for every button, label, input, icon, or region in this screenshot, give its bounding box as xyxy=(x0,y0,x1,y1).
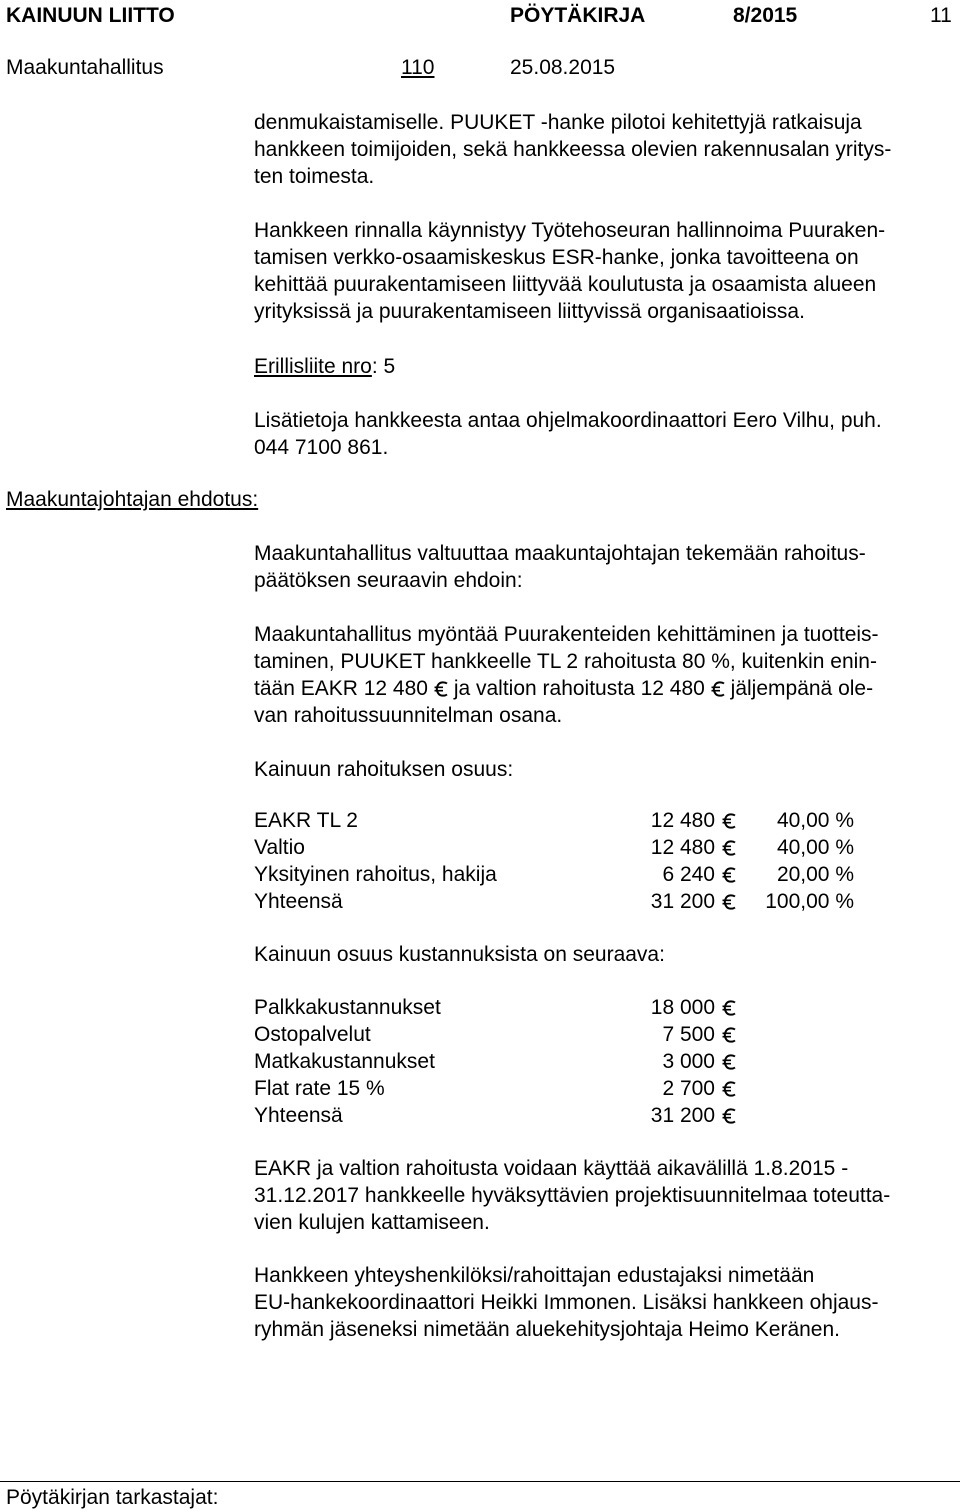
text-line: 31.12.2017 hankkeelle hyväksyttävien projektisuunnitelmaa toteutta- xyxy=(254,1184,891,1207)
body-name: Maakuntahallitus xyxy=(6,56,164,79)
euro-sign-icon xyxy=(722,1000,736,1016)
cost-row-amount: 3 000 xyxy=(662,1050,715,1073)
text-line: Kainuun osuus kustannuksista on seuraava: xyxy=(254,943,665,966)
costs-heading xyxy=(254,941,958,968)
paragraph-2 xyxy=(254,217,958,325)
text-line: Lisätietoja hankkeesta antaa ohjelmakoordinaattori Eero Vilhu, puh. xyxy=(254,409,882,432)
cost-row-amount: 2 700 xyxy=(662,1077,715,1100)
text-line: Maakuntahallitus valtuuttaa maakuntajohtajan tekemään rahoitus- xyxy=(254,542,866,565)
funding-row-percent: 100,00 % xyxy=(765,890,854,913)
cost-row-amount: 18 000 xyxy=(650,996,715,1019)
text-line: kehittää puurakentamiseen liittyvää koulutusta ja osaamista alueen xyxy=(254,273,877,296)
doc-type: PÖYTÄKIRJA xyxy=(510,4,646,27)
funding-row-label: Yhteensä xyxy=(254,890,343,913)
funding-row-label: Yksityinen rahoitus, hakija xyxy=(254,863,497,886)
text-line: 044 7100 861. xyxy=(254,436,389,459)
cost-row-label: Matkakustannukset xyxy=(254,1050,435,1073)
cost-row-label: Ostopalvelut xyxy=(254,1023,371,1046)
proposal-paragraph-1 xyxy=(254,540,958,594)
section-number: 110 xyxy=(401,56,435,79)
funding-row-percent: 40,00 % xyxy=(776,836,854,859)
text-line: yrityksissä ja puurakentamiseen liittyvissä organisaatioissa. xyxy=(254,300,805,323)
text-line: hankkeen toimijoiden, sekä hankkeessa olevien rakennusalan yritys- xyxy=(254,138,892,161)
footer-label: Pöytäkirjan tarkastajat: xyxy=(6,1486,219,1509)
page-number: 11 xyxy=(930,4,952,27)
funding-table xyxy=(254,807,958,915)
text-line: tamisen verkko-osaamiskeskus ESR-hanke, jonka tavoitteena on xyxy=(254,246,859,269)
org-name: KAINUUN LIITTO xyxy=(6,4,175,27)
text-line: ten toimesta. xyxy=(254,165,375,188)
funding-row-label: EAKR TL 2 xyxy=(254,809,358,832)
paragraph-3 xyxy=(254,407,958,461)
euro-sign-icon xyxy=(722,1054,736,1070)
text-line: Hankkeen yhteyshenkilöksi/rahoittajan edustajaksi nimetään xyxy=(254,1264,815,1287)
text-line: Maakuntahallitus myöntää Puurakenteiden kehittäminen ja tuotteis- xyxy=(254,623,879,646)
proposal-paragraph-3 xyxy=(254,1155,958,1236)
cost-row-label: Palkkakustannukset xyxy=(254,996,441,1019)
text-line: van rahoitussuunnitelman osana. xyxy=(254,704,563,727)
text-line: Kainuun rahoituksen osuus: xyxy=(254,758,514,781)
attachment-value: : 5 xyxy=(371,355,396,378)
text-line: EAKR ja valtion rahoitusta voidaan käyttää aikavälillä 1.8.2015 - xyxy=(254,1157,849,1180)
footer-divider xyxy=(0,1481,960,1482)
funding-row-amount: 6 240 xyxy=(662,863,715,886)
euro-sign-icon xyxy=(722,1027,736,1043)
meeting-date: 25.08.2015 xyxy=(510,56,616,79)
text-line: vien kulujen kattamiseen. xyxy=(254,1211,490,1234)
proposal-label: Maakuntajohtajan ehdotus: xyxy=(6,488,259,511)
cost-row-amount: 7 500 xyxy=(662,1023,715,1046)
cost-row-label: Yhteensä xyxy=(254,1104,343,1127)
funding-row-amount: 12 480 xyxy=(650,809,715,832)
doc-number: 8/2015 xyxy=(733,4,798,27)
funding-row-amount: 12 480 xyxy=(650,836,715,859)
paragraph-1 xyxy=(254,109,958,190)
funding-row-label: Valtio xyxy=(254,836,305,859)
text-line: taminen, PUUKET hankkeelle TL 2 rahoitusta 80 %, kuitenkin enin- xyxy=(254,650,877,673)
funding-row-amount: 31 200 xyxy=(650,890,715,913)
funding-heading xyxy=(254,756,958,783)
cost-row-amount: 31 200 xyxy=(650,1104,715,1127)
attachment-reference xyxy=(254,353,958,380)
funding-row-percent: 20,00 % xyxy=(776,863,854,886)
cost-table xyxy=(254,994,958,1129)
text-line xyxy=(254,675,958,702)
text-line: denmukaistamiselle. PUUKET -hanke pilotoi kehitettyjä ratkaisuja xyxy=(254,111,862,134)
funding-row-percent: 40,00 % xyxy=(776,809,854,832)
euro-sign-icon xyxy=(711,681,725,697)
proposal-paragraph-2 xyxy=(254,621,958,729)
text-line: ryhmän jäseneksi nimetään aluekehitysjohtaja Heimo Keränen. xyxy=(254,1318,840,1341)
text-line: Hankkeen rinnalla käynnistyy Työtehoseuran hallinnoima Puuraken- xyxy=(254,219,886,242)
attachment-label: Erillisliite nro xyxy=(254,355,372,378)
text-line: päätöksen seuraavin ehdoin: xyxy=(254,569,523,592)
cost-row-label: Flat rate 15 % xyxy=(254,1077,385,1100)
euro-sign-icon xyxy=(722,1081,736,1097)
text-fragment: ja valtion rahoitusta 12 480 xyxy=(453,677,705,700)
euro-sign-icon xyxy=(722,1108,736,1124)
proposal-paragraph-4 xyxy=(254,1262,958,1343)
text-fragment: tään EAKR 12 480 xyxy=(254,677,428,700)
euro-sign-icon xyxy=(434,681,448,697)
text-fragment: jäljempänä ole- xyxy=(730,677,874,700)
text-line: EU-hankekoordinaattori Heikki Immonen. Lisäksi hankkeen ohjaus- xyxy=(254,1291,879,1314)
